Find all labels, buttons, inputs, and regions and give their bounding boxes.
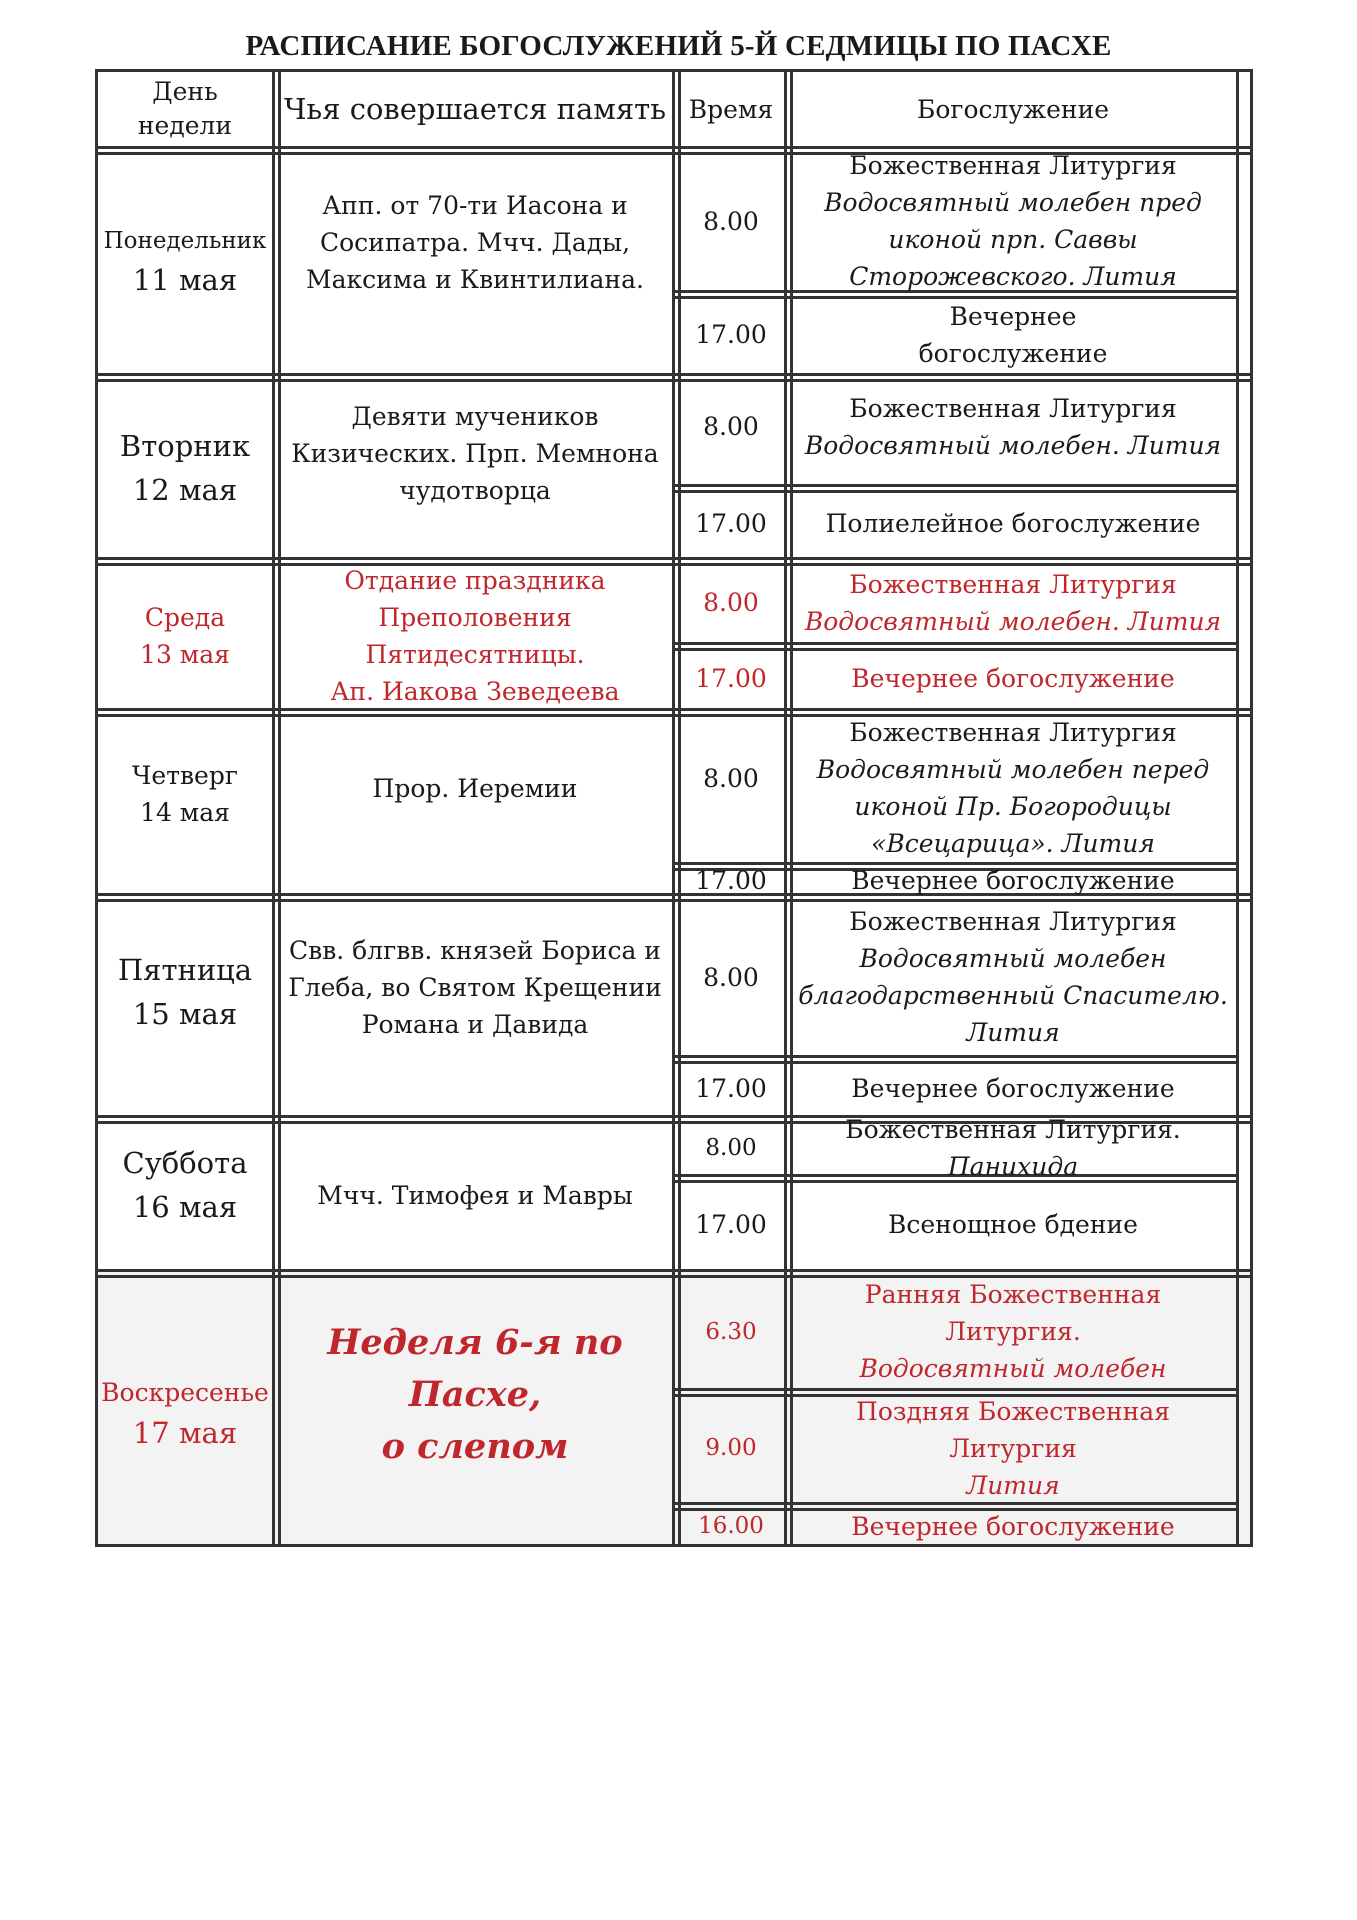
service-cell: Божественная Литургия Водосвятный молебен. Лития	[804, 393, 1222, 460]
service-cell: Полиелейное богослужение	[825, 509, 1201, 538]
time-cell: 8.00	[703, 206, 759, 236]
service-cell: Вечернее богослужение	[851, 866, 1175, 895]
time-cell: 17.00	[695, 320, 767, 349]
memory-cell: Отдание праздника Преполовения Пятидесятницы. Ап. Иакова Зеведеева	[330, 565, 620, 706]
time-cell: 17.00	[695, 663, 767, 693]
time-cell: 17.00	[695, 509, 767, 538]
day-cell: Среда 13 мая	[140, 602, 230, 669]
time-cell: 8.00	[703, 588, 759, 617]
page-title: РАСПИСАНИЕ БОГОСЛУЖЕНИЙ 5-Й СЕДМИЦЫ ПО ПАСХЕ	[245, 30, 1112, 62]
schedule-table	[95, 69, 1253, 1547]
day-cell: Воскресенье 17 мая	[101, 1378, 269, 1450]
time-cell: 17.00	[695, 1210, 767, 1239]
service-cell: Вечернее богослужение	[851, 1511, 1175, 1541]
time-cell: 8.00	[703, 412, 759, 441]
service-cell: Божественная Литургия Водосвятный молебен благодарственный Спасителю. Лития	[798, 907, 1228, 1047]
day-cell: Суббота 16 мая	[122, 1146, 248, 1224]
service-cell: Вечернее богослужение	[918, 301, 1108, 368]
header-day: День недели	[137, 77, 233, 140]
time-cell: 6.30	[705, 1318, 757, 1345]
day-cell: Вторник 12 мая	[119, 429, 251, 507]
service-cell: Божественная Литургия Водосвятный молебен перед иконой Пр. Богородицы «Всецарица». Лития	[816, 718, 1210, 858]
service-cell: Ранняя Божественная Литургия. Водосвятный молебен	[859, 1280, 1167, 1383]
service-cell: Вечернее богослужение	[851, 663, 1175, 693]
time-cell: 16.00	[698, 1513, 764, 1539]
service-cell: Поздняя Божественная Литургия Лития	[856, 1396, 1170, 1500]
header-time: Время	[688, 94, 774, 124]
memory-cell: Девяти мучеников Кизических. Прп. Мемнона чудотворца	[291, 401, 659, 505]
memory-cell: Прор. Иеремии	[372, 774, 578, 803]
day-cell: Четверг 14 мая	[132, 760, 238, 827]
service-cell: Божественная Литургия Водосвятный молебен пред иконой прп. Саввы Сторожевского. Лития	[824, 151, 1202, 291]
header-service: Богослужение	[916, 94, 1110, 124]
time-cell: 8.00	[705, 1134, 757, 1161]
time-cell: 17.00	[695, 866, 767, 895]
memory-cell: Неделя 6-я по Пасхе, о слепом	[327, 1321, 623, 1467]
time-cell: 8.00	[703, 763, 759, 793]
time-cell: 9.00	[705, 1435, 757, 1461]
memory-cell: Мчч. Тимофея и Мавры	[317, 1180, 633, 1210]
memory-cell: Апп. от 70-ти Иасона и Сосипатра. Мчч. Дады, Максима и Квинтилиана.	[306, 191, 644, 294]
time-cell: 17.00	[695, 1073, 767, 1103]
time-cell: 8.00	[703, 962, 759, 992]
service-cell: Божественная Литургия. Панихида	[845, 1114, 1181, 1181]
service-cell: Вечернее богослужение	[851, 1073, 1175, 1103]
memory-cell: Свв. блгвв. князей Бориса и Глеба, во Святом Крещении Романа и Давида	[288, 935, 662, 1039]
header-memory: Чья совершается память	[284, 92, 666, 126]
day-cell: Пятница 15 мая	[117, 953, 253, 1031]
day-cell: Понедельник 11 мая	[103, 227, 267, 297]
service-cell: Божественная Литургия Водосвятный молебен. Лития	[804, 569, 1222, 636]
service-cell: Всенощное бдение	[888, 1210, 1138, 1239]
